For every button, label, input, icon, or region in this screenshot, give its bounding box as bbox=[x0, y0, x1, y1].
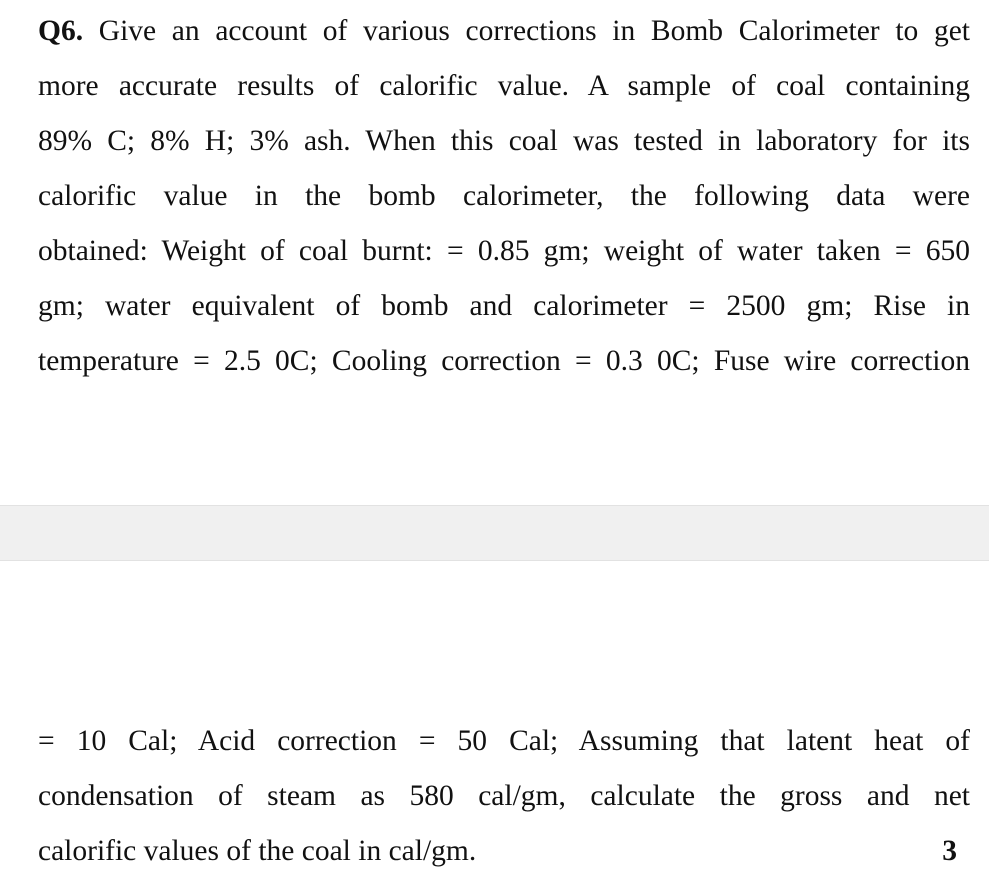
question-line-10: calorific values of the coal in cal/gm. bbox=[38, 835, 477, 867]
question-line-4: calorific value in the bomb calorimeter, the following data were bbox=[38, 180, 970, 212]
question-number: Q6. bbox=[38, 15, 84, 47]
question-line-2: more accurate results of calorific value. A sample of coal containing bbox=[38, 70, 970, 102]
question-line-9: condensation of steam as 580 cal/gm, calculate the gross and net bbox=[38, 780, 970, 812]
question-line-7: temperature = 2.5 0C; Cooling correction = 0.3 0C; Fuse wire correction bbox=[38, 345, 970, 377]
page-break-divider bbox=[0, 505, 989, 561]
question-line-8: = 10 Cal; Acid correction = 50 Cal; Assuming that latent heat of bbox=[38, 725, 970, 757]
question-line-5: obtained: Weight of coal burnt: = 0.85 gm; weight of water taken = 650 bbox=[38, 235, 970, 267]
question-line-1-text: Give an account of various corrections in Bomb Calorimeter to get bbox=[83, 15, 970, 47]
question-line-3: 89% C; 8% H; 3% ash. When this coal was tested in laboratory for its bbox=[38, 125, 970, 157]
question-line-1 bbox=[38, 14, 970, 48]
marks-label: 3 bbox=[942, 835, 957, 867]
page-bottom-section bbox=[0, 561, 989, 881]
question-line-6: gm; water equivalent of bomb and calorimeter = 2500 gm; Rise in bbox=[38, 290, 970, 322]
